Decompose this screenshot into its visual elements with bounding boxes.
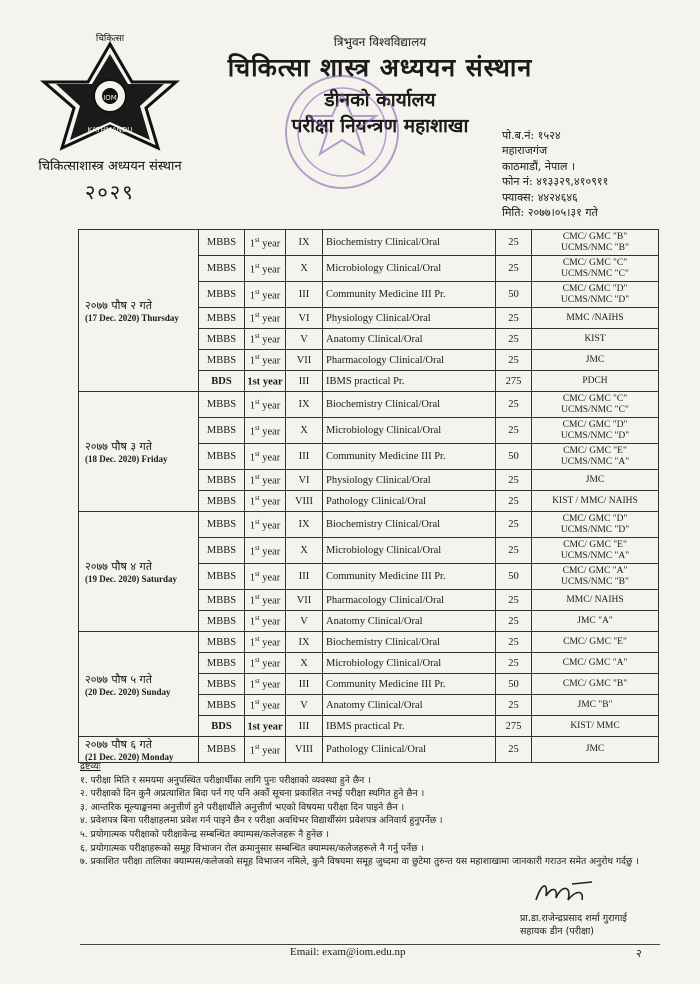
logo-text-inner: KATHMANDU	[87, 126, 133, 134]
year-word: year	[262, 546, 281, 558]
footer-divider	[80, 944, 660, 945]
program-cell: MBBS	[199, 632, 245, 653]
count-cell: 25	[496, 350, 532, 371]
year-word: year	[262, 496, 281, 508]
count-cell: 25	[496, 737, 532, 763]
group-cell: VIII	[286, 737, 323, 763]
year-suffix: st	[254, 261, 260, 270]
subject-cell: Pharmacology Clinical/Oral	[323, 350, 496, 371]
exam-center-line: CMC/ GMC "D"	[562, 513, 628, 524]
group-cell: III	[286, 371, 323, 392]
year-word: year	[262, 400, 281, 412]
signer-name: प्रा.डा.राजेन्द्रप्रसाद शर्मा गुरागाई	[520, 913, 627, 924]
year-cell	[245, 512, 286, 538]
year-number: 1	[249, 355, 255, 367]
count-cell: 25	[496, 392, 532, 418]
year-cell	[245, 632, 286, 653]
exam-center-cell	[532, 611, 659, 632]
subject-cell: Biochemistry Clinical/Oral	[323, 632, 496, 653]
group-cell: VI	[286, 308, 323, 329]
doc-date: मिति: २०७७।०५।३१ गते	[502, 206, 598, 220]
year-word: year	[262, 658, 281, 670]
subject-cell: Biochemistry Clinical/Oral	[323, 392, 496, 418]
year-suffix: st	[254, 353, 260, 362]
exam-center-line: CMC/ GMC "C"	[562, 393, 628, 404]
group-cell: III	[286, 564, 323, 590]
subject-cell: Microbiology Clinical/Oral	[323, 418, 496, 444]
subject-cell: Pathology Clinical/Oral	[323, 737, 496, 763]
exam-center-line: KIST	[584, 333, 606, 344]
exam-center-cell	[532, 392, 659, 418]
exam-center-line: CMC/ GMC "E"	[563, 445, 627, 456]
count-cell: 25	[496, 611, 532, 632]
exam-date-cell	[79, 632, 199, 737]
year-cell	[245, 230, 286, 256]
exam-center-cell	[532, 350, 659, 371]
exam-center-cell	[532, 491, 659, 512]
exam-center-line: CMC/ GMC "C"	[562, 257, 628, 268]
year-cell	[245, 737, 286, 763]
subject-cell: Community Medicine III Pr.	[323, 444, 496, 470]
program-cell: MBBS	[199, 350, 245, 371]
program-cell: MBBS	[199, 695, 245, 716]
year-cell	[245, 674, 286, 695]
signer-title: सहायक डीन (परीक्षा)	[520, 926, 595, 937]
exam-center-cell	[532, 308, 659, 329]
count-cell: 25	[496, 329, 532, 350]
year-word: year	[262, 313, 281, 325]
subject-cell: Community Medicine III Pr.	[323, 564, 496, 590]
exam-center-cell	[532, 282, 659, 308]
note-item: ४. प्रवेशपत्र बिना परीक्षाहलमा प्रवेश गर्न पाइने छैन र परीक्षा अवधिभर विद्यार्थीसंग प्रवेशपत्र अनिवार्य हुनुपर्नेछ ।	[80, 815, 443, 827]
exam-center-cell	[532, 444, 659, 470]
year-suffix: st	[254, 517, 260, 526]
exam-center-line: UCMS/NMC "A"	[560, 456, 630, 467]
iom-logo	[28, 30, 193, 180]
year-word: year	[262, 721, 283, 733]
signer-block	[520, 912, 627, 938]
year-suffix: st	[254, 235, 260, 244]
year-number: 1	[249, 637, 255, 649]
group-cell: V	[286, 695, 323, 716]
exam-center-cell	[532, 329, 659, 350]
year-cell	[245, 470, 286, 491]
date-english: (18 Dec. 2020) Friday	[85, 454, 168, 464]
year-word: year	[262, 572, 281, 584]
date-nepali: २०७७ पौष ६ गते	[85, 738, 153, 751]
page-number: २	[636, 947, 642, 960]
year-suffix: st	[254, 494, 260, 503]
program-cell: MBBS	[199, 256, 245, 282]
exam-center-cell	[532, 256, 659, 282]
program-cell: MBBS	[199, 564, 245, 590]
year-number: 1	[249, 595, 255, 607]
year-cell	[245, 590, 286, 611]
year-word: year	[262, 616, 281, 628]
year-number: 1	[249, 658, 255, 670]
count-cell: 25	[496, 308, 532, 329]
year-word: year	[262, 334, 281, 346]
exam-center-cell	[532, 371, 659, 392]
signature	[532, 878, 602, 908]
exam-center-line: CMC/ GMC "D"	[562, 283, 628, 294]
year-word: year	[262, 679, 281, 691]
group-cell: III	[286, 282, 323, 308]
count-cell: 50	[496, 674, 532, 695]
year-word: year	[262, 238, 281, 250]
table-row	[79, 512, 659, 538]
group-cell: X	[286, 538, 323, 564]
note-item: ७. प्रकाशित परीक्षा तालिका क्याम्पस/कलेजको समूह विभाजन नमिले, कुनै विषयमा समूह जुध्दमा वा छुटेमा तुरुन्त यस महाशाखामा जानकारी गराउन समेत अनुरोध गर्दछु ।	[80, 856, 639, 868]
year-suffix: st	[254, 332, 260, 341]
program-cell: MBBS	[199, 329, 245, 350]
count-cell: 50	[496, 282, 532, 308]
program-cell: MBBS	[199, 470, 245, 491]
exam-center-line: MMC /NAIHS	[566, 312, 624, 323]
exam-center-cell	[532, 538, 659, 564]
po-box: पो.ब.नं: १५२४	[502, 129, 561, 142]
exam-date-cell	[79, 737, 199, 763]
year-number: 1	[249, 496, 255, 508]
year-word: year	[262, 637, 281, 649]
count-cell: 25	[496, 512, 532, 538]
date-nepali: २०७७ पौष ४ गते	[85, 560, 153, 573]
count-cell: 25	[496, 653, 532, 674]
program-cell: MBBS	[199, 512, 245, 538]
exam-center-line: UCMS/NMC "C"	[561, 268, 629, 279]
count-cell: 25	[496, 695, 532, 716]
exam-center-line: UCMS/NMC "B"	[561, 576, 629, 587]
year-word: year	[262, 520, 281, 532]
group-cell: VII	[286, 590, 323, 611]
exam-center-line: UCMS/NMC "A"	[560, 550, 630, 561]
year-cell	[245, 716, 286, 737]
exam-center-line: MMC/ NAIHS	[566, 594, 624, 605]
program-cell: MBBS	[199, 674, 245, 695]
exam-center-cell	[532, 632, 659, 653]
program-cell: MBBS	[199, 611, 245, 632]
subject-cell: Pharmacology Clinical/Oral	[323, 590, 496, 611]
count-cell: 25	[496, 418, 532, 444]
footer-email: Email: exam@iom.edu.np	[290, 946, 406, 958]
subject-cell: Biochemistry Clinical/Oral	[323, 512, 496, 538]
year-cell	[245, 538, 286, 564]
exam-center-cell	[532, 737, 659, 763]
exam-date-cell	[79, 230, 199, 392]
date-english: (20 Dec. 2020) Sunday	[85, 686, 171, 697]
date-nepali: २०७७ पौष २ गते	[85, 299, 153, 312]
year-suffix: st	[254, 656, 260, 665]
program-cell: MBBS	[199, 737, 245, 763]
subject-cell: Microbiology Clinical/Oral	[323, 653, 496, 674]
program-cell: MBBS	[199, 653, 245, 674]
office-stamp	[282, 72, 402, 192]
note-item: १. परीक्षा मिति र समयमा अनुपस्थित परीक्षार्थीका लागि पुनः परीक्षाको व्यवस्था हुने छैन ।	[80, 774, 371, 786]
subject-cell: Anatomy Clinical/Oral	[323, 695, 496, 716]
year-word: year	[262, 745, 281, 757]
address-block	[502, 128, 608, 220]
exam-center-line: CMC/ GMC "B"	[562, 231, 628, 242]
year-number: 1	[249, 334, 255, 346]
count-cell: 275	[496, 716, 532, 737]
group-cell: X	[286, 418, 323, 444]
program-cell: MBBS	[199, 392, 245, 418]
count-cell: 25	[496, 491, 532, 512]
exam-center-line: UCMS/NMC "D"	[560, 294, 630, 305]
year-cell	[245, 491, 286, 512]
note-item: २. परीक्षाको दिन कुनै अप्रत्याशित बिदा पर्न गए पनि अर्को सूचना प्रकाशित नभई परीक्षा स्थगित हुने छैन ।	[80, 788, 425, 800]
fax: फ्याक्स: ४४२४६४६	[502, 190, 578, 204]
year-word: year	[262, 700, 281, 712]
exam-center-line: UCMS/NMC "D"	[560, 524, 630, 535]
group-cell: VIII	[286, 491, 323, 512]
program-cell: MBBS	[199, 444, 245, 470]
subject-cell: Biochemistry Clinical/Oral	[323, 230, 496, 256]
subject-cell: Microbiology Clinical/Oral	[323, 256, 496, 282]
exam-center-cell	[532, 512, 659, 538]
year-number: 1	[249, 572, 255, 584]
date-english: (19 Dec. 2020) Saturday	[85, 574, 177, 584]
year-number: 1	[249, 238, 255, 250]
program-cell: BDS	[199, 371, 245, 392]
group-cell: VII	[286, 350, 323, 371]
exam-center-line: KIST/ MMC	[570, 720, 620, 731]
exam-center-line: JMC "A"	[577, 615, 613, 626]
table-row	[79, 392, 659, 418]
year-cell	[245, 653, 286, 674]
year-cell	[245, 282, 286, 308]
subject-cell: Microbiology Clinical/Oral	[323, 538, 496, 564]
institute-name: चिकित्सा शास्त्र अध्ययन संस्थान	[227, 53, 533, 82]
note-item: ५. प्रयोगात्मक परीक्षाको परीक्षाकेन्द्र सम्बन्धित क्याम्पस/कलेजहरू नै हुनेछ ।	[80, 828, 329, 840]
exam-schedule-table	[78, 229, 659, 763]
table-row	[79, 632, 659, 653]
program-cell: MBBS	[199, 418, 245, 444]
year-cell	[245, 611, 286, 632]
year-suffix: st	[254, 742, 260, 751]
year-word: year	[262, 475, 281, 487]
exam-center-cell	[532, 653, 659, 674]
year-suffix: st	[254, 614, 260, 623]
subject-cell: IBMS practical Pr.	[323, 716, 496, 737]
year-number: 1	[249, 313, 255, 325]
exam-center-cell	[532, 590, 659, 611]
year-suffix: st	[254, 698, 260, 707]
group-cell: III	[286, 674, 323, 695]
university-name: त्रिभुवन विश्वविद्यालय	[333, 35, 427, 49]
subject-cell: Anatomy Clinical/Oral	[323, 611, 496, 632]
exam-center-line: JMC	[585, 474, 605, 485]
table-row	[79, 230, 659, 256]
exam-center-cell	[532, 674, 659, 695]
count-cell: 25	[496, 230, 532, 256]
year-number: 1	[249, 745, 255, 757]
exam-center-line: PDCH	[582, 375, 608, 386]
logo-year: २०२९	[85, 180, 135, 204]
exam-center-cell	[532, 695, 659, 716]
year-cell	[245, 308, 286, 329]
year-word: year	[262, 355, 281, 367]
year-number: 1	[249, 546, 255, 558]
year-word: year	[262, 376, 283, 388]
exam-center-line: CMC/ GMC "E"	[563, 539, 627, 550]
table-row	[79, 737, 659, 763]
notes-section	[80, 760, 660, 869]
group-cell: IX	[286, 230, 323, 256]
exam-center-line: JMC	[585, 354, 605, 365]
program-cell: MBBS	[199, 590, 245, 611]
date-nepali: २०७७ पौष ३ गते	[85, 440, 153, 453]
logo-text-ring: चिकित्साशास्त्र अध्ययन संस्थान	[38, 159, 182, 174]
year-word: year	[262, 452, 281, 464]
subject-cell: Anatomy Clinical/Oral	[323, 329, 496, 350]
phone: फोन नं: ४१३३२९,४१०९११	[502, 175, 609, 189]
exam-center-line: UCMS/NMC "B"	[561, 242, 629, 253]
program-cell: MBBS	[199, 491, 245, 512]
date-english: (21 Dec. 2020) Monday	[85, 752, 174, 762]
subject-cell: IBMS practical Pr.	[323, 371, 496, 392]
year-cell	[245, 329, 286, 350]
group-cell: IX	[286, 632, 323, 653]
exam-center-cell	[532, 716, 659, 737]
program-cell: MBBS	[199, 308, 245, 329]
svg-text:IOM: IOM	[103, 94, 117, 102]
exam-center-line: UCMS/NMC "C"	[561, 404, 629, 415]
date-english: (17 Dec. 2020) Thursday	[85, 313, 179, 323]
year-word: year	[262, 595, 281, 607]
group-cell: III	[286, 444, 323, 470]
year-suffix: st	[254, 677, 260, 686]
year-cell	[245, 564, 286, 590]
city: काठमाडौं, नेपाल ।	[502, 159, 576, 173]
year-word: year	[262, 290, 281, 302]
division-name: परीक्षा नियन्त्रण महाशाखा	[291, 115, 469, 137]
note-item: ६. प्रयोगात्मक परीक्षाहरूको समूह विभाजन रोल क्रमानुसार सम्बन्धित क्याम्पस/कलेजहरूले नै गर्नु पर्नेछ ।	[80, 842, 424, 854]
logo-text-top: चिकित्सा	[95, 34, 125, 44]
exam-center-line: UCMS/NMC "D"	[560, 430, 630, 441]
group-cell: IX	[286, 392, 323, 418]
exam-center-cell	[532, 230, 659, 256]
year-cell	[245, 695, 286, 716]
year-cell	[245, 418, 286, 444]
year-suffix: st	[254, 287, 260, 296]
count-cell: 275	[496, 371, 532, 392]
year-number: 1st	[247, 721, 261, 733]
year-number: 1	[249, 520, 255, 532]
year-suffix: st	[254, 473, 260, 482]
exam-center-line: CMC/ GMC "E"	[563, 636, 627, 647]
year-word: year	[262, 264, 281, 276]
group-cell: V	[286, 611, 323, 632]
year-number: 1	[249, 475, 255, 487]
year-suffix: st	[254, 543, 260, 552]
exam-center-line: KIST / MMC/ NAIHS	[552, 495, 638, 506]
year-number: 1	[249, 679, 255, 691]
date-nepali: २०७७ पौष ५ गते	[85, 672, 153, 686]
year-number: 1	[249, 400, 255, 412]
exam-center-line: CMC/ GMC "B"	[562, 678, 628, 689]
subject-cell: Physiology Clinical/Oral	[323, 470, 496, 491]
year-suffix: st	[254, 423, 260, 432]
exam-center-line: CMC/ GMC "A"	[562, 565, 628, 576]
year-suffix: st	[254, 311, 260, 320]
exam-center-cell	[532, 418, 659, 444]
exam-center-line: CMC/ GMC "D"	[562, 419, 628, 430]
subject-cell: Community Medicine III Pr.	[323, 674, 496, 695]
year-number: 1	[249, 264, 255, 276]
year-number: 1	[249, 616, 255, 628]
exam-date-cell	[79, 512, 199, 632]
year-suffix: st	[254, 635, 260, 644]
group-cell: X	[286, 653, 323, 674]
count-cell: 50	[496, 444, 532, 470]
exam-center-line: JMC "B"	[577, 699, 613, 710]
program-cell: BDS	[199, 716, 245, 737]
note-item: ३. आन्तरिक मूल्याङ्कनमा अनुत्तीर्ण हुने परीक्षार्थीले अनुत्तीर्ण भएको विषयमा परीक्षा दिन पाइने छैन ।	[80, 801, 405, 813]
program-cell: MBBS	[199, 230, 245, 256]
group-cell: V	[286, 329, 323, 350]
exam-center-line: JMC	[585, 744, 605, 754]
exam-center-cell	[532, 564, 659, 590]
year-number: 1	[249, 426, 255, 438]
year-suffix: st	[254, 569, 260, 578]
year-suffix: st	[254, 397, 260, 406]
year-number: 1	[249, 700, 255, 712]
year-number: 1	[249, 452, 255, 464]
group-cell: X	[286, 256, 323, 282]
count-cell: 25	[496, 256, 532, 282]
count-cell: 25	[496, 632, 532, 653]
group-cell: IX	[286, 512, 323, 538]
group-cell: VI	[286, 470, 323, 491]
exam-center-cell	[532, 470, 659, 491]
area: महाराजगंज	[502, 144, 548, 158]
program-cell: MBBS	[199, 538, 245, 564]
year-suffix: st	[254, 593, 260, 602]
subject-cell: Physiology Clinical/Oral	[323, 308, 496, 329]
exam-center-line: CMC/ GMC "A"	[562, 657, 628, 668]
exam-date-cell	[79, 392, 199, 512]
year-number: 1	[249, 290, 255, 302]
year-cell	[245, 256, 286, 282]
count-cell: 25	[496, 538, 532, 564]
count-cell: 25	[496, 470, 532, 491]
program-cell: MBBS	[199, 282, 245, 308]
office-name: डीनको कार्यालय	[324, 89, 436, 111]
year-cell	[245, 371, 286, 392]
group-cell: III	[286, 716, 323, 737]
year-word: year	[262, 426, 281, 438]
count-cell: 25	[496, 590, 532, 611]
year-cell	[245, 350, 286, 371]
count-cell: 50	[496, 564, 532, 590]
year-number: 1st	[247, 376, 261, 388]
subject-cell: Pathology Clinical/Oral	[323, 491, 496, 512]
year-cell	[245, 444, 286, 470]
year-cell	[245, 392, 286, 418]
notes-heading: द्रष्टव्यः	[80, 761, 101, 772]
subject-cell: Community Medicine III Pr.	[323, 282, 496, 308]
year-suffix: st	[254, 449, 260, 458]
